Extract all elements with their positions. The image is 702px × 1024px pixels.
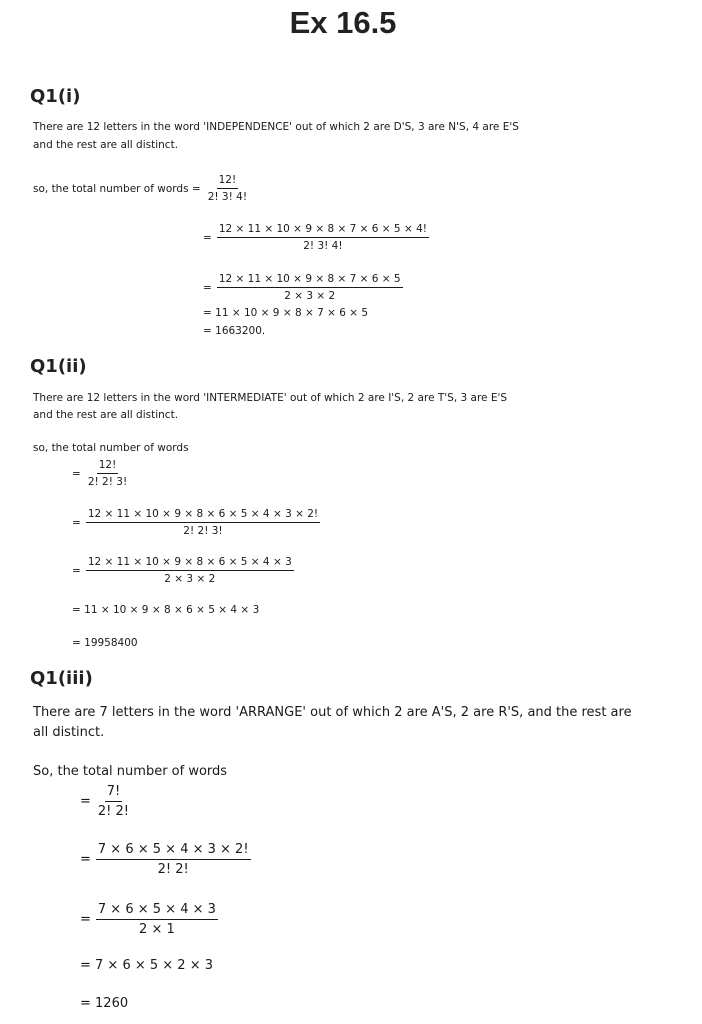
equals-sign: = bbox=[80, 852, 91, 867]
equals-sign: = bbox=[80, 912, 91, 927]
solution-fraction bbox=[203, 273, 403, 302]
fraction-denominator: 2 × 3 × 2 bbox=[164, 573, 216, 585]
equals-sign: = bbox=[203, 231, 212, 244]
fraction-numerator: 12! bbox=[97, 459, 119, 474]
solution-fraction bbox=[203, 223, 429, 252]
fraction-numerator: 7 × 6 × 5 × 4 × 3 bbox=[96, 902, 218, 920]
fraction-numerator: 12 × 11 × 10 × 9 × 8 × 6 × 5 × 4 × 3 × 2! bbox=[86, 508, 320, 523]
solution-result: = 1663200. bbox=[203, 325, 266, 337]
fraction-denominator: 2! 3! 4! bbox=[303, 240, 343, 252]
intro-text: so, the total number of words = bbox=[33, 182, 201, 195]
fraction-denominator: 2 × 3 × 2 bbox=[284, 290, 336, 302]
question-heading: Q1(i) bbox=[30, 86, 81, 107]
equals-sign: = bbox=[203, 281, 212, 294]
solution-fraction bbox=[72, 459, 129, 488]
fraction-denominator: 2! 2! 3! bbox=[87, 476, 128, 488]
question-heading: Q1(ii) bbox=[30, 356, 87, 377]
fraction-numerator: 12 × 11 × 10 × 9 × 8 × 7 × 6 × 5 bbox=[217, 273, 403, 288]
question-text-line: and the rest are all distinct. bbox=[33, 409, 179, 421]
solution-fraction bbox=[80, 902, 218, 937]
question-text-line: There are 12 letters in the word 'INDEPENDENCE' out of which 2 are D'S, 3 are N'S, 4 are E'S bbox=[33, 121, 519, 133]
question-text-line: all distinct. bbox=[33, 725, 105, 740]
fraction-numerator: 12 × 11 × 10 × 9 × 8 × 7 × 6 × 5 × 4! bbox=[217, 223, 429, 238]
fraction-numerator: 12 × 11 × 10 × 9 × 8 × 6 × 5 × 4 × 3 bbox=[86, 556, 294, 571]
question-text-line: There are 12 letters in the word 'INTERMEDIATE' out of which 2 are I'S, 2 are T'S, 3 are E'S bbox=[33, 392, 508, 404]
question-text-line: There are 7 letters in the word 'ARRANGE' out of which 2 are A'S, 2 are R'S, and the rest are bbox=[33, 705, 632, 720]
solution-fraction bbox=[80, 784, 131, 819]
solution-step: = 11 × 10 × 9 × 8 × 7 × 6 × 5 bbox=[203, 307, 369, 319]
solution-step: = 7 × 6 × 5 × 2 × 3 bbox=[80, 958, 214, 973]
fraction-denominator: 2! 3! 4! bbox=[207, 191, 248, 203]
fraction-denominator: 2 × 1 bbox=[139, 922, 175, 937]
solution-fraction bbox=[33, 174, 249, 203]
equals-sign: = bbox=[72, 467, 81, 480]
equals-sign: = bbox=[80, 794, 91, 809]
solution-step: = 11 × 10 × 9 × 8 × 6 × 5 × 4 × 3 bbox=[72, 604, 260, 616]
fraction-numerator: 7 × 6 × 5 × 4 × 3 × 2! bbox=[96, 842, 251, 860]
fraction-denominator: 2! 2! bbox=[157, 862, 189, 877]
fraction-denominator: 2! 2! 3! bbox=[183, 525, 223, 537]
solution-result: = 1260 bbox=[80, 996, 129, 1011]
fraction-denominator: 2! 2! bbox=[97, 804, 130, 819]
solution-fraction bbox=[80, 842, 251, 877]
page-title: Ex 16.5 bbox=[289, 5, 397, 40]
solution-fraction bbox=[72, 556, 294, 585]
intro-text: so, the total number of words bbox=[33, 442, 189, 454]
question-text-line: and the rest are all distinct. bbox=[33, 139, 179, 151]
question-heading: Q1(iii) bbox=[30, 668, 93, 689]
fraction-numerator: 12! bbox=[217, 174, 239, 189]
intro-text: So, the total number of words bbox=[33, 764, 228, 779]
solution-result: = 19958400 bbox=[72, 637, 138, 649]
solution-fraction bbox=[72, 508, 320, 537]
equals-sign: = bbox=[72, 564, 81, 577]
fraction-numerator: 7! bbox=[105, 784, 122, 802]
equals-sign: = bbox=[72, 516, 81, 529]
